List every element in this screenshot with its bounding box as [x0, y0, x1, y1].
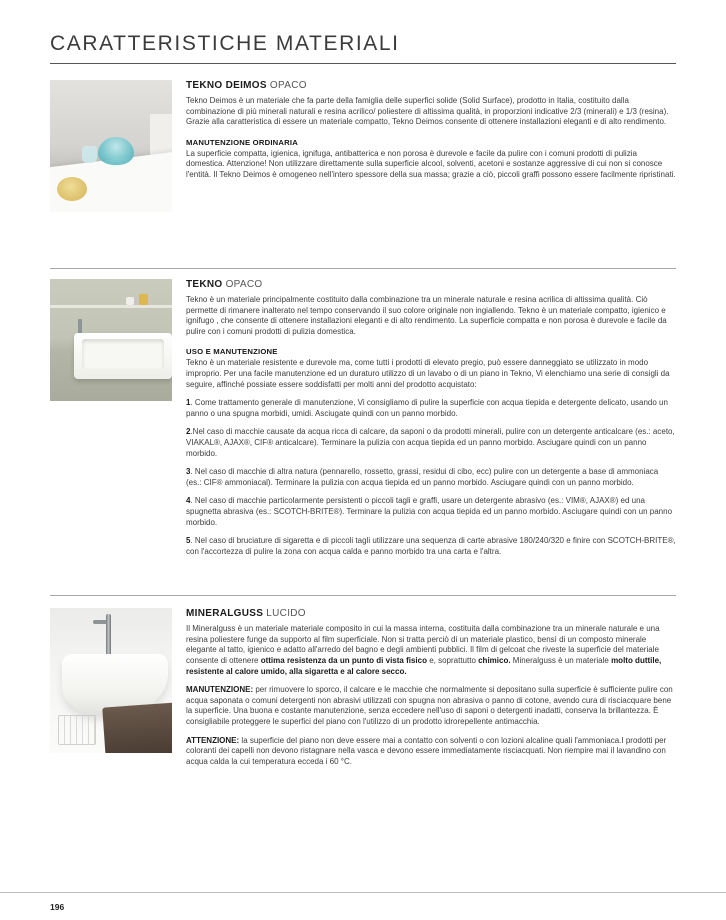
- maintenance-paragraph: La superficie compatta, igienica, ignifuga, antibatterica e non porosa è durevole e facile da pulire con i comuni prodotti di pulizia domestica. Attenzione! Non utilizzare direttamente sulla superficie alcool, solventi, acetoni e sostanze aggressive di cui non si conosce l'entità. Il Tekno Deimos è omogeneo nell'intero spessore della sua massa; grazie a ciò, piccoli graffi possono essere facilmente ripristinati.: [186, 148, 676, 179]
- section-mineralguss: [50, 608, 676, 767]
- material-name: TEKNO DEIMOS: [186, 80, 267, 91]
- subheading-uso-e-manutenzione: USO E MANUTENZIONE: [186, 347, 278, 357]
- glass-cup-shape: [82, 146, 97, 163]
- amber-glass-shape: [57, 177, 87, 201]
- section-text-tekno-deimos: [186, 80, 676, 181]
- section-heading: [186, 608, 676, 620]
- material-name: MINERALGUSS: [186, 608, 264, 620]
- section-tekno-deimos: [50, 80, 676, 212]
- title-rule: [50, 63, 676, 64]
- section-heading: [186, 279, 676, 291]
- section-tekno: [50, 279, 676, 557]
- page-title: CARATTERISTICHE MATERIALI: [50, 32, 400, 55]
- care-step-1: 1. Come trattamento generale di manutenzione, Vi consigliamo di pulire la superficie con acqua tiepida e detergente delicato, usando un panno o una spugna morbidi, umidi. Asciugate quindi con un panno morbido.: [186, 398, 668, 418]
- section-text-tekno: [186, 279, 676, 557]
- photo-mineralguss-washbasin: [50, 608, 172, 753]
- care-step-5: 5. Nel caso di bruciature di sigaretta e di piccoli tagli utilizzare una sequenza di carte abrasive 180/240/320 e finire con SCOTCH-BRITE®, con l'accortezza di pulire la zona con acqua calda e panno morbido tra una carta e l'altra.: [186, 536, 676, 556]
- footer-rule: [0, 892, 726, 893]
- section-text-mineralguss: [186, 608, 676, 767]
- material-finish: OPACO: [225, 279, 263, 290]
- wood-cabinet-shape: [102, 703, 172, 754]
- yellow-cup-shape: [139, 294, 148, 305]
- section-divider: [50, 595, 676, 596]
- basin-inner-shape: [82, 339, 164, 369]
- faucet-pole-shape: [106, 614, 111, 656]
- teal-bowl-shape: [98, 137, 134, 165]
- section-heading: [186, 80, 676, 92]
- page-header: [50, 32, 676, 64]
- photo-tekno-washbasin: [50, 279, 172, 401]
- shelf-shape: [50, 305, 172, 308]
- photo-tekno-deimos-washbasin: [50, 80, 172, 212]
- material-finish: LUCIDO: [266, 608, 306, 620]
- maintenance-paragraph: MANUTENZIONE: per rimuovere lo sporco, il calcare e le macchie che normalmente si depositano sulla superficie è sufficiente pulire con acqua saponata o comuni detergenti non abrasivi utilizzati con spugna non abrasiva o panno di cotone, avendo cura di risciacquare bene la superficie. Una buona e costante manutenzione, senza eccedere nell'uso di saponi o detergenti inadatti, conserva la brillantezza. È consigliabile proteggere le superfici del piano con l'utilizzo di un prodotto idrorepellente antimacchia.: [186, 685, 673, 727]
- material-finish: OPACO: [269, 80, 307, 91]
- page-number: 196: [50, 902, 65, 912]
- towel-rack-shape: [58, 715, 96, 745]
- warning-paragraph: ATTENZIONE: la superficie del piano non deve essere mai a contatto con solventi o con lozioni alcaline quali l'ammoniaca.I prodotti per coloranti dei capelli non devono ristagnare nella vasca e devono essere immediatamente risciacquati. Non riempire mai il lavandino con acqua calda la cui temperatura ecceda i 60 °C.: [186, 735, 667, 766]
- intro-paragraph: Il Mineralguss è un materiale materiale composito in cui la massa interna, costituita dalla combinazione tra un minerale naturale e una resina poliestere funge da supporto al film superficiale. Non si tratta perciò di un materiale plastico, bensì di un composto minerale elegante al tatto, igienico e adatto all'arredo del bagno e degli ambienti pubblici. Il film di gelcoat che riveste la superficie del materiale consente di ottenere ottima resistenza da un punto di vista fisico e, soprattutto chimico. Mineralguss è un materiale molto duttile, resistente al calore umido, alla sigaretta e al calore secco.: [186, 624, 662, 676]
- maintenance-intro-paragraph: Tekno è un materiale resistente e durevole ma, come tutti i prodotti di elevato pregio, può essere danneggiato se utilizzato in modo improprio. Per una facile manutenzione ed un duraturo utilizzo di un lavabo o di un piano in Tekno, Vi elenchiamo una serie di consigli da seguire, affinché possiate essere soddisfatti per molti anni del prodotto acquistato:: [186, 358, 670, 389]
- subheading-manutenzione-ordinaria: MANUTENZIONE ORDINARIA: [186, 137, 299, 147]
- section-divider: [50, 268, 676, 269]
- material-name: TEKNO: [186, 279, 223, 290]
- care-step-3: 3. Nel caso di macchie di altra natura (pennarello, rossetto, grassi, residui di cibo, ecc) pulire con un detergente a base di ammoniaca (es.: CIF® ammoniacal). Terminare la pulizia con acqua tiepida ed un panno morbido. Asciugare quindi con un panno morbido.: [186, 467, 659, 487]
- care-step-2: 2.Nel caso di macchie causate da acqua ricca di calcare, da saponi o da prodotti minerali, pulire con un detergente anticalcare (es.: aceto, VIAKAL®, AJAX®, CIF® anticalcare). Terminare la pulizia con acqua tiepida ed un panno morbido. Asciugare quindi con un panno morbido.: [186, 427, 675, 458]
- intro-paragraph: Tekno Deimos è un materiale che fa parte della famiglia delle superfici solide (Solid Surface), prodotto in Italia, costituito dalla combinazione di più minerali naturali e resina acrilico/ poliestere di altissima qualità, in proporzioni indicative 2/3 (minerali) e 1/3 (resina). Grazie alla caratteristica di essere un materiale compatto, Tekno Deimos consente di ottenere installazioni eleganti e di alto rendimento.: [186, 96, 669, 127]
- care-step-4: 4. Nel caso di macchie particolarmente persistenti o piccoli tagli e graffi, usare un detergente abrasivo (es.: VIM®, AJAX®) ed una spugnetta abrasiva (es.: SCOTCH-BRITE®). Terminare la pulizia con acqua tiepida ed un panno morbido. Asciugare quindi con un panno morbido.: [186, 496, 673, 527]
- white-cup-shape: [126, 297, 134, 305]
- intro-paragraph: Tekno è un materiale principalmente costituito dalla combinazione tra un minerale naturale e resina acrilica di altissima qualità. Ciò permette di rimanere inalterato nel tempo conservando il suo colore originale non ingiallendo. Tekno è un materiale compatto, igienico e ignifugo , che consente di ottenere installazioni eleganti e di alto rendimento. La superficie compatta e non porosa è durevole e facile da pulire con i comuni prodotti di pulizia domestica.: [186, 295, 667, 336]
